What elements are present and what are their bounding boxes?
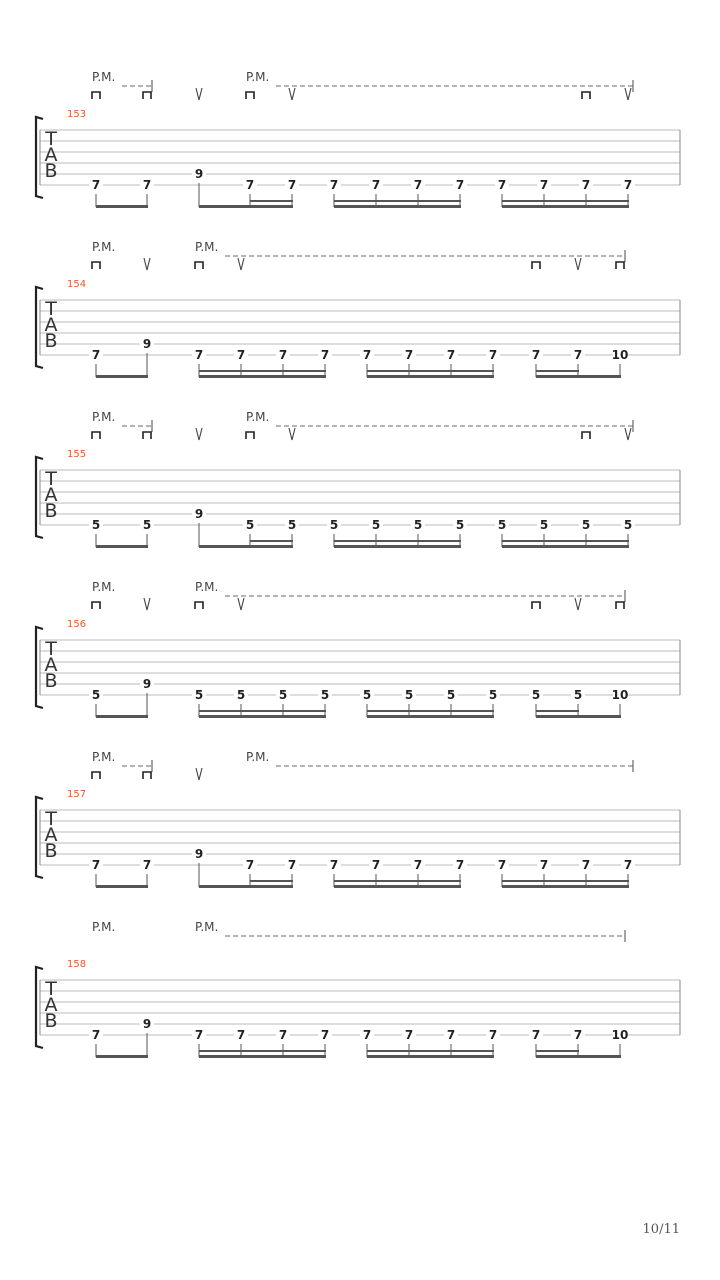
measure-number: 156 — [67, 619, 87, 630]
fret-number: 5 — [497, 518, 507, 532]
downstroke-icon — [246, 92, 254, 99]
fret-number: 9 — [142, 1017, 152, 1031]
downstroke-icon — [532, 262, 540, 269]
fret-number: 7 — [194, 1028, 204, 1042]
beam-secondary — [250, 540, 293, 542]
fret-number: 5 — [455, 518, 465, 532]
tab-clef-letter: B — [44, 840, 58, 862]
tab-clef-letter: A — [44, 314, 58, 336]
beam-secondary — [367, 1050, 494, 1052]
beam-primary — [536, 715, 621, 718]
fret-number: 7 — [488, 348, 498, 362]
tab-clef-letter: T — [45, 298, 57, 320]
tab-clef-letter: A — [44, 824, 58, 846]
palm-mute-label: P.M. — [92, 920, 116, 934]
beam-primary — [199, 715, 326, 718]
beam-secondary — [334, 880, 461, 882]
fret-number: 5 — [245, 518, 255, 532]
upstroke-icon — [238, 598, 244, 610]
fret-number: 5 — [320, 688, 330, 702]
beam-primary — [199, 545, 293, 548]
fret-number: 7 — [581, 178, 591, 192]
tab-clef-letter: B — [44, 670, 58, 692]
tab-clef-letter: B — [44, 160, 58, 182]
tab-clef-letter: T — [45, 808, 57, 830]
fret-number: 5 — [413, 518, 423, 532]
fret-number: 7 — [531, 348, 541, 362]
beam-primary — [334, 885, 461, 888]
fret-number: 7 — [236, 1028, 246, 1042]
fret-number: 5 — [91, 688, 101, 702]
beam-secondary — [367, 370, 494, 372]
downstroke-icon — [195, 262, 203, 269]
tab-clef-letter: B — [44, 330, 58, 352]
tab-system — [36, 580, 680, 718]
fret-number: 7 — [278, 1028, 288, 1042]
fret-number: 7 — [142, 858, 152, 872]
fret-number: 10 — [611, 348, 629, 362]
fret-number: 7 — [245, 858, 255, 872]
beam-secondary — [199, 1050, 326, 1052]
fret-number: 7 — [455, 178, 465, 192]
fret-number: 7 — [320, 348, 330, 362]
upstroke-icon — [625, 428, 631, 440]
fret-number: 5 — [236, 688, 246, 702]
measure-number: 153 — [67, 109, 87, 120]
beam-primary — [199, 375, 326, 378]
upstroke-icon — [625, 88, 631, 100]
tab-clef-letter: T — [45, 128, 57, 150]
fret-number: 5 — [287, 518, 297, 532]
measure-number: 158 — [67, 959, 87, 970]
fret-number: 7 — [623, 178, 633, 192]
fret-number: 7 — [362, 1028, 372, 1042]
downstroke-icon — [92, 432, 100, 439]
fret-number: 5 — [539, 518, 549, 532]
fret-number: 9 — [142, 337, 152, 351]
fret-number: 5 — [194, 688, 204, 702]
palm-mute-label: P.M. — [195, 920, 219, 934]
fret-number: 7 — [278, 348, 288, 362]
beam-primary — [96, 885, 148, 888]
downstroke-icon — [92, 92, 100, 99]
fret-number: 7 — [404, 348, 414, 362]
fret-number: 7 — [194, 348, 204, 362]
fret-number: 5 — [142, 518, 152, 532]
fret-number: 7 — [91, 178, 101, 192]
fret-number: 7 — [446, 1028, 456, 1042]
beam-secondary — [502, 880, 629, 882]
tab-system — [36, 70, 680, 208]
beam-primary — [96, 205, 148, 208]
palm-mute-label: P.M. — [195, 240, 219, 254]
page-number: 10/11 — [642, 1222, 680, 1237]
fret-number: 7 — [539, 178, 549, 192]
palm-mute-label: P.M. — [92, 70, 116, 84]
upstroke-icon — [144, 598, 150, 610]
beam-primary — [199, 885, 293, 888]
fret-number: 7 — [539, 858, 549, 872]
fret-number: 7 — [404, 1028, 414, 1042]
downstroke-icon — [143, 92, 151, 99]
palm-mute-label: P.M. — [195, 580, 219, 594]
upstroke-icon — [144, 258, 150, 270]
tab-system — [36, 920, 680, 1058]
tab-clef-letter: T — [45, 638, 57, 660]
palm-mute-label: P.M. — [246, 410, 270, 424]
beam-primary — [367, 375, 494, 378]
downstroke-icon — [532, 602, 540, 609]
upstroke-icon — [289, 88, 295, 100]
beam-primary — [96, 545, 148, 548]
fret-number: 5 — [329, 518, 339, 532]
upstroke-icon — [196, 428, 202, 440]
fret-number: 9 — [194, 167, 204, 181]
fret-number: 7 — [497, 858, 507, 872]
tab-clef-letter: T — [45, 468, 57, 490]
tab-clef-letter: B — [44, 1010, 58, 1032]
downstroke-icon — [143, 432, 151, 439]
downstroke-icon — [616, 262, 624, 269]
beam-primary — [334, 545, 461, 548]
tab-system — [36, 410, 680, 548]
beam-primary — [96, 1055, 148, 1058]
fret-number: 7 — [142, 178, 152, 192]
fret-number: 7 — [446, 348, 456, 362]
beam-primary — [367, 715, 494, 718]
beam-secondary — [250, 200, 293, 202]
fret-number: 5 — [91, 518, 101, 532]
fret-number: 5 — [531, 688, 541, 702]
beam-secondary — [536, 370, 579, 372]
fret-number: 7 — [371, 178, 381, 192]
beam-primary — [502, 205, 629, 208]
downstroke-icon — [92, 772, 100, 779]
downstroke-icon — [92, 602, 100, 609]
fret-number: 7 — [329, 178, 339, 192]
downstroke-icon — [582, 92, 590, 99]
upstroke-icon — [196, 768, 202, 780]
fret-number: 5 — [446, 688, 456, 702]
fret-number: 10 — [611, 688, 629, 702]
fret-number: 7 — [362, 348, 372, 362]
beam-primary — [502, 545, 629, 548]
beam-primary — [199, 205, 293, 208]
downstroke-icon — [246, 432, 254, 439]
fret-number: 7 — [497, 178, 507, 192]
fret-number: 7 — [573, 348, 583, 362]
fret-number: 5 — [573, 688, 583, 702]
fret-number: 7 — [531, 1028, 541, 1042]
fret-number: 9 — [142, 677, 152, 691]
fret-number: 7 — [287, 858, 297, 872]
beam-primary — [536, 1055, 621, 1058]
beam-primary — [199, 1055, 326, 1058]
fret-number: 7 — [320, 1028, 330, 1042]
tab-clef-letter: A — [44, 484, 58, 506]
upstroke-icon — [238, 258, 244, 270]
beam-secondary — [536, 1050, 579, 1052]
beam-secondary — [502, 200, 629, 202]
fret-number: 5 — [404, 688, 414, 702]
tab-clef-letter: T — [45, 978, 57, 1000]
measure-number: 155 — [67, 449, 87, 460]
fret-number: 7 — [91, 858, 101, 872]
fret-number: 5 — [362, 688, 372, 702]
fret-number: 7 — [413, 178, 423, 192]
fret-number: 7 — [413, 858, 423, 872]
fret-number: 7 — [371, 858, 381, 872]
beam-secondary — [334, 200, 461, 202]
tab-system — [36, 240, 680, 378]
fret-number: 7 — [623, 858, 633, 872]
fret-number: 7 — [455, 858, 465, 872]
upstroke-icon — [575, 598, 581, 610]
fret-number: 7 — [329, 858, 339, 872]
fret-number: 9 — [194, 507, 204, 521]
palm-mute-label: P.M. — [92, 580, 116, 594]
palm-mute-label: P.M. — [92, 410, 116, 424]
upstroke-icon — [196, 88, 202, 100]
beam-secondary — [199, 370, 326, 372]
upstroke-icon — [575, 258, 581, 270]
fret-number: 10 — [611, 1028, 629, 1042]
fret-number: 7 — [287, 178, 297, 192]
beam-primary — [334, 205, 461, 208]
fret-number: 5 — [623, 518, 633, 532]
beam-primary — [367, 1055, 494, 1058]
beam-primary — [96, 375, 148, 378]
measure-number: 154 — [67, 279, 87, 290]
beam-primary — [536, 375, 621, 378]
beam-secondary — [334, 540, 461, 542]
fret-number: 7 — [573, 1028, 583, 1042]
tab-clef-letter: B — [44, 500, 58, 522]
fret-number: 5 — [278, 688, 288, 702]
fret-number: 7 — [236, 348, 246, 362]
palm-mute-label: P.M. — [92, 750, 116, 764]
fret-number: 5 — [581, 518, 591, 532]
downstroke-icon — [92, 262, 100, 269]
fret-number: 5 — [488, 688, 498, 702]
palm-mute-label: P.M. — [246, 750, 270, 764]
beam-primary — [96, 715, 148, 718]
beam-secondary — [367, 710, 494, 712]
tab-clef-letter: A — [44, 654, 58, 676]
fret-number: 7 — [488, 1028, 498, 1042]
tab-system — [36, 750, 680, 888]
fret-number: 7 — [245, 178, 255, 192]
downstroke-icon — [195, 602, 203, 609]
fret-number: 9 — [194, 847, 204, 861]
upstroke-icon — [289, 428, 295, 440]
palm-mute-label: P.M. — [92, 240, 116, 254]
downstroke-icon — [582, 432, 590, 439]
tab-clef-letter: A — [44, 994, 58, 1016]
measure-number: 157 — [67, 789, 87, 800]
tab-clef-letter: A — [44, 144, 58, 166]
downstroke-icon — [616, 602, 624, 609]
fret-number: 7 — [91, 1028, 101, 1042]
palm-mute-label: P.M. — [246, 70, 270, 84]
fret-number: 7 — [581, 858, 591, 872]
beam-secondary — [502, 540, 629, 542]
fret-number: 5 — [371, 518, 381, 532]
downstroke-icon — [143, 772, 151, 779]
beam-primary — [502, 885, 629, 888]
fret-number: 7 — [91, 348, 101, 362]
beam-secondary — [536, 710, 579, 712]
beam-secondary — [250, 880, 293, 882]
beam-secondary — [199, 710, 326, 712]
